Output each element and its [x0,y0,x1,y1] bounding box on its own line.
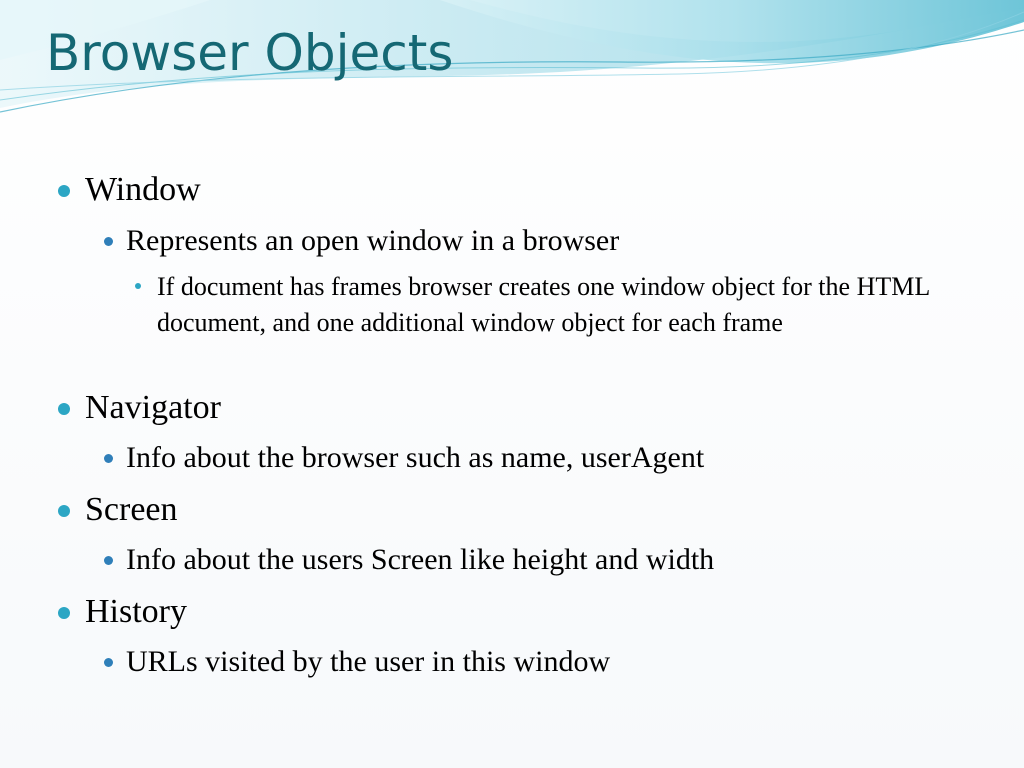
bullet-dot-icon [104,556,113,565]
bullet-label: If document has frames browser creates one window object for the HTML document, and one additional window object for each frame [157,272,930,337]
bullet-dot-icon [58,403,70,415]
bullet-screen [85,492,178,528]
bullet-label: Info about the browser such as name, userAgent [126,441,705,474]
bullet-label: Navigator [85,389,221,426]
bullet-label: Info about the users Screen like height and width [126,543,715,576]
bullet-label: Screen [85,491,178,528]
bullet-dot-icon [104,237,113,246]
bullet-label: URLs visited by the user in this window [126,645,611,678]
bullet-window [85,172,201,208]
bullet-label: Window [85,171,201,208]
sub-bullet-history-urls [126,646,610,678]
bullet-dot-icon [58,185,70,197]
bullet-label: Represents an open window in a browser [126,224,620,257]
sub-bullet-navigator-info [126,442,704,474]
bullet-dot-icon [58,607,70,619]
bullet-label: History [85,593,187,630]
sub-bullet-screen-info [126,544,714,576]
bullet-dot-icon [104,454,113,463]
sub-bullet-window-represents [126,225,619,257]
slide-title: Browser Objects [46,24,454,82]
bullet-dot-icon [58,505,70,517]
sub-sub-bullet-window-frames [157,269,972,341]
bullet-history [85,594,187,630]
bullet-dot-icon [104,658,113,667]
bullet-navigator [85,390,221,426]
bullet-dot-icon [135,283,141,289]
